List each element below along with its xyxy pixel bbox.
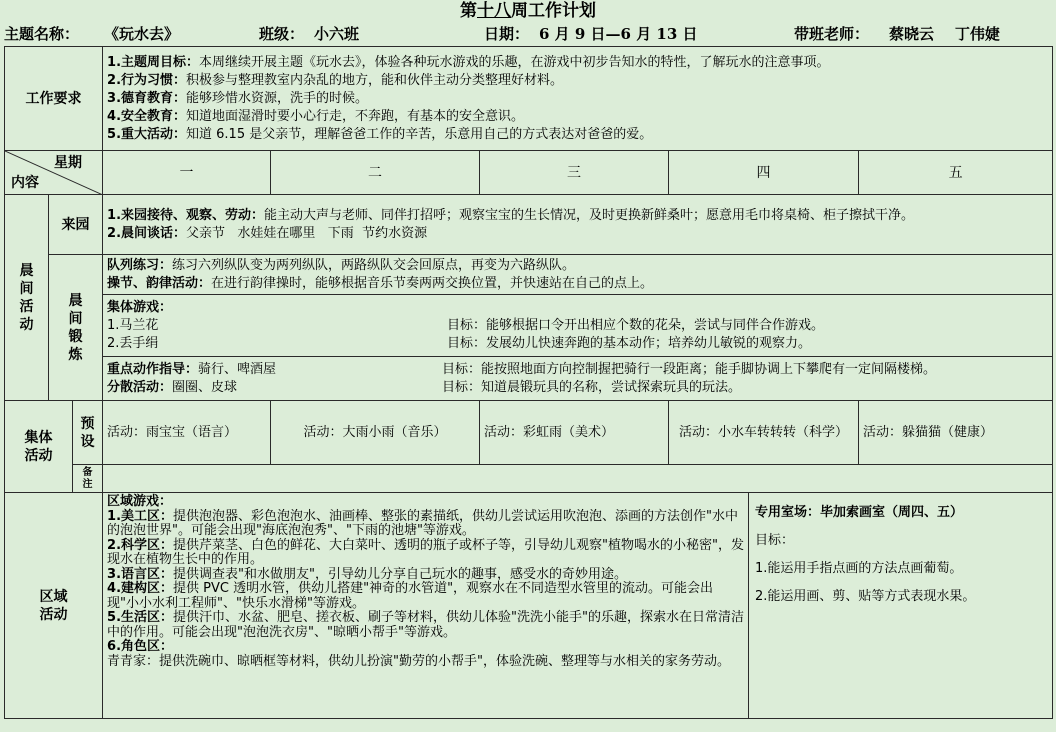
guidance-line: 重点动作指导：骑行、啤酒屋 目标：能按照地面方向控制握把骑行一段距离；能手脚协调上下攀爬有一定间隔楼梯。 <box>107 361 937 377</box>
date-label: 日期： <box>484 24 530 43</box>
weekday-label: 星期 <box>54 155 83 171</box>
guidance-row <box>5 357 1053 401</box>
region-item: 青青家：提供洗碗巾、晾晒框等材料，供幼儿扮演"勤劳的小帮手"，体验洗碗、整理等与水相关的家务劳动。 <box>107 653 730 669</box>
teacher-label: 带班老师： <box>794 24 870 43</box>
day-wednesday: 三 <box>480 151 669 195</box>
requirement-item: 3.德育教育：能够珍惜水资源，洗手的时候。 <box>107 90 369 106</box>
region-item: 5.生活区：提供汗巾、水盆、肥皂、搓衣板、刷子等材料，供幼儿体验"洗洗小能手"的乐趣，探索水在日常清洁中的作用。可能会出现"泡泡洗衣房"、"晾晒小帮手"等游戏。 <box>107 610 744 640</box>
theme-label: 主题名称： <box>4 24 80 43</box>
arrival-content <box>103 195 1053 255</box>
requirements-content <box>103 47 1053 151</box>
info-bar <box>0 22 1056 44</box>
group-activity-preset-row <box>5 401 1053 465</box>
game-name: 1.马兰花 <box>107 317 159 333</box>
day-monday: 一 <box>103 151 271 195</box>
game-goal: 目标：发展幼儿快速奔跑的基本动作；培养幼儿敏锐的观察力。 <box>447 335 812 351</box>
special-room-goal-label: 目标： <box>755 533 795 548</box>
page-title <box>0 0 1056 22</box>
requirement-item: 4.安全教育：知道地面湿滑时要小心行走，不奔跑，有基本的安全意识。 <box>107 108 525 124</box>
requirements-label: 工作要求 <box>5 47 103 151</box>
day-thursday: 四 <box>669 151 859 195</box>
group-games-row <box>5 295 1053 357</box>
group-games-content <box>103 295 1053 357</box>
morning-label: 晨间活动 <box>5 195 49 401</box>
exercise-drill-row <box>5 255 1053 295</box>
class-value: 小六班 <box>314 24 360 43</box>
region-item: 4.建构区：提供 PVC 透明水管，供幼儿搭建"神奇的水管道"，观察水在不同造型水管里的流动。可能会出现"小小水利工程师"、"快乐水滑梯"等游戏。 <box>107 581 714 611</box>
rhythm-item: 操节、韵律活动：在进行韵律操时，能够根据音乐节奏两两交换位置，并快速站在自己的点上。 <box>107 275 654 291</box>
group-activity-remark-row <box>5 465 1053 493</box>
arrival-label: 来园 <box>49 195 103 255</box>
arrival-item: 2.晨间谈话：父亲节 水娃娃在哪里 下雨 节约水资源 <box>107 225 428 241</box>
special-room-goal: 1.能运用手指点画的方法点画葡萄。 <box>755 561 963 576</box>
exercise-label: 晨间锻炼 <box>49 255 103 401</box>
group-activity-label: 集体活动 <box>5 401 73 493</box>
title-prefix: 第 <box>460 1 477 21</box>
special-room-content <box>749 493 1053 719</box>
diagonal-header-cell <box>5 151 103 195</box>
requirements-row <box>5 47 1053 151</box>
game-row <box>107 317 1048 335</box>
preset-label: 预设 <box>73 401 103 465</box>
requirement-item: 5.重大活动：知道 6.15 是父亲节，理解爸爸工作的辛苦，乐意用自己的方式表达对爸爸的爱。 <box>107 126 653 142</box>
game-goal: 目标：能够根据口令开出相应个数的花朵，尝试与同伴合作游戏。 <box>447 317 825 333</box>
drill-item: 队列练习：练习六列纵队变为两列纵队，两路纵队交会回原点，再变为六路纵队。 <box>107 257 576 273</box>
day-header-row <box>5 151 1053 195</box>
split-line: 分散活动：圈圈、皮球 目标：知道晨锻玩具的名称，尝试探索玩具的玩法。 <box>107 379 742 395</box>
arrival-item: 1.来园接待、观察、劳动：能主动大声与老师、同伴打招呼；观察宝宝的生长情况，及时更换新鲜桑叶；愿意用毛巾将桌椅、柜子擦拭干净。 <box>107 207 915 223</box>
arrival-row <box>5 195 1053 255</box>
special-room-title: 专用室场：毕加索画室（周四、五） <box>755 505 964 520</box>
activity-monday: 活动：雨宝宝（语言） <box>103 401 271 465</box>
region-title: 区域游戏： <box>107 494 173 509</box>
region-item: 3.语言区：提供调查表"和水做朋友"，引导幼儿分享自己玩水的趣事，感受水的奇妙用途。 <box>107 566 627 582</box>
plan-table <box>4 46 1053 719</box>
group-games-title: 集体游戏： <box>107 299 173 315</box>
guidance-content <box>103 357 1053 401</box>
region-item: 6.角色区： <box>107 639 174 654</box>
week-number: 十八 <box>477 1 511 21</box>
day-tuesday: 二 <box>271 151 480 195</box>
requirement-item: 2.行为习惯：积极参与整理教室内杂乱的地方，能和伙伴主动分类整理好材料。 <box>107 72 564 88</box>
activity-friday: 活动：躲猫猫（健康） <box>859 401 1053 465</box>
activity-tuesday: 活动：大雨小雨（音乐） <box>271 401 480 465</box>
title-suffix: 周工作计划 <box>511 1 596 21</box>
date-value: 6 月 9 日—6 月 13 日 <box>539 24 698 43</box>
class-label: 班级： <box>259 24 305 43</box>
special-room-goal: 2.能运用画、剪、贴等方式表现水果。 <box>755 589 976 604</box>
theme-value: 《玩水去》 <box>104 24 180 43</box>
remark-content <box>103 465 1053 493</box>
region-item: 1.美工区：提供泡泡器、彩色泡泡水、油画棒、整张的素描纸，供幼儿尝试运用吹泡泡、添画的方法创作"水中的泡泡世界"。可能会出现"海底泡泡秀"、"下雨的池塘"等游戏。 <box>107 508 738 538</box>
region-row <box>5 493 1053 719</box>
content-label: 内容 <box>11 175 39 191</box>
region-content <box>103 493 749 719</box>
region-item: 2.科学区：提供芹菜茎、白色的鲜花、大白菜叶、透明的瓶子或杯子等，引导幼儿观察"植物喝水的小秘密"，发现水在植物生长中的作用。 <box>107 537 744 567</box>
activity-wednesday: 活动：彩虹雨（美术） <box>480 401 669 465</box>
teacher-value: 蔡晓云 丁伟婕 <box>889 24 1000 43</box>
remark-label: 备注 <box>73 465 103 493</box>
drill-content <box>103 255 1053 295</box>
region-label: 区域活动 <box>5 493 103 719</box>
game-name: 2.丢手绢 <box>107 335 159 351</box>
day-friday: 五 <box>859 151 1053 195</box>
game-row <box>107 335 1048 353</box>
activity-thursday: 活动：小水车转转转（科学） <box>669 401 859 465</box>
requirement-item: 1.主题周目标：本周继续开展主题《玩水去》，体验各种玩水游戏的乐趣，在游戏中初步告知水的特性，了解玩水的注意事项。 <box>107 54 830 70</box>
